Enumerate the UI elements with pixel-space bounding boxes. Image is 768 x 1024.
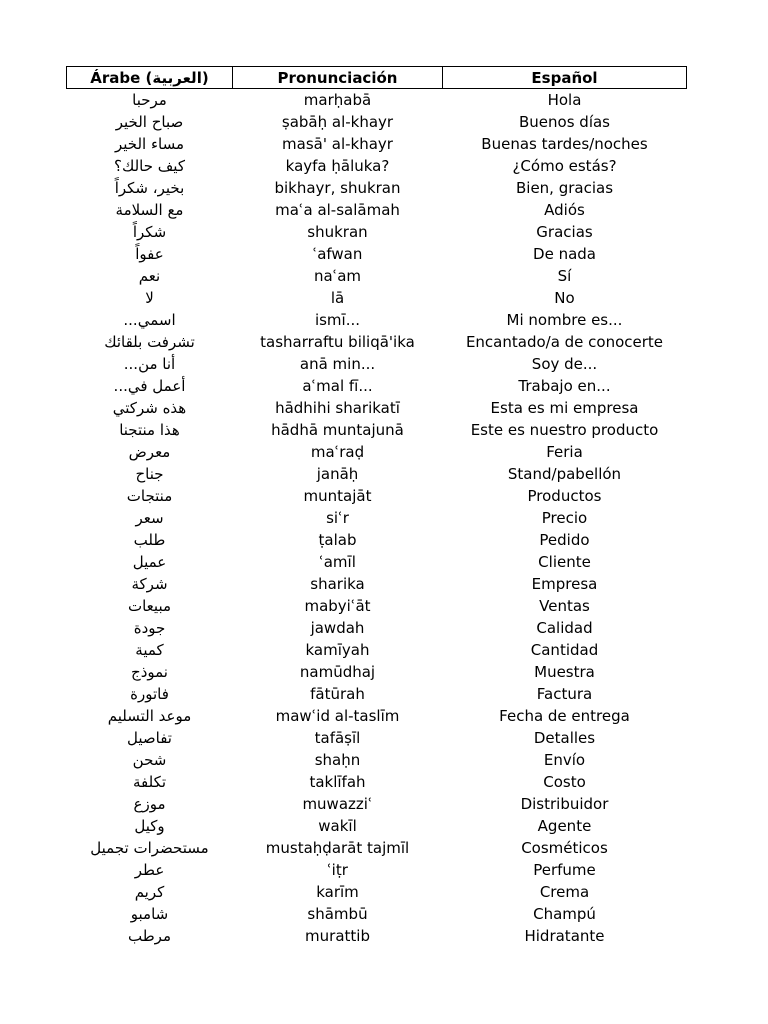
spanish-cell: ¿Cómo estás? bbox=[512, 157, 617, 175]
arabic-cell: شركة bbox=[131, 575, 168, 593]
pronunciation-cell: ṭalab bbox=[318, 531, 357, 549]
arabic-cell: جودة bbox=[133, 619, 166, 637]
pronunciation-cell: mabyiʿāt bbox=[304, 597, 371, 615]
spanish-cell: Costo bbox=[543, 773, 586, 791]
arabic-cell: عفواً bbox=[135, 245, 164, 263]
spanish-cell: Ventas bbox=[539, 597, 590, 615]
pronunciation-cell: ṣabāḥ al-khayr bbox=[281, 113, 394, 131]
pronunciation-cell: namūdhaj bbox=[299, 663, 376, 681]
table-row bbox=[67, 177, 687, 199]
pronunciation-cell: murattib bbox=[305, 927, 370, 945]
pronunciation-cell: siʿr bbox=[326, 509, 349, 527]
pronunciation-cell: masā' al-khayr bbox=[282, 135, 393, 153]
spanish-cell: Muestra bbox=[534, 663, 595, 681]
arabic-cell: شامبو bbox=[130, 905, 169, 923]
arabic-cell: تفاصيل bbox=[127, 729, 172, 747]
spanish-cell: Cosméticos bbox=[521, 839, 608, 857]
arabic-cell: اسمي... bbox=[123, 311, 176, 329]
spanish-cell: Mi nombre es... bbox=[506, 311, 623, 329]
arabic-cell: عطر bbox=[134, 861, 165, 879]
arabic-cell: طلب bbox=[133, 531, 166, 549]
pronunciation-cell: kamīyah bbox=[305, 641, 370, 659]
spanish-cell: Perfume bbox=[533, 861, 596, 879]
pronunciation-cell: mustaḥḍarāt tajmīl bbox=[265, 839, 410, 857]
table-row bbox=[67, 441, 687, 463]
table-row bbox=[67, 573, 687, 595]
arabic-cell: لا bbox=[145, 289, 154, 307]
spanish-cell: Adiós bbox=[544, 201, 585, 219]
table-row bbox=[67, 133, 687, 155]
table-row bbox=[67, 595, 687, 617]
spanish-cell: Pedido bbox=[539, 531, 590, 549]
spanish-cell: Cantidad bbox=[530, 641, 599, 659]
table-row bbox=[67, 287, 687, 309]
pronunciation-cell: ismī... bbox=[314, 311, 361, 329]
table-row bbox=[67, 463, 687, 485]
table-row bbox=[67, 749, 687, 771]
spanish-cell: Hola bbox=[547, 91, 582, 109]
pronunciation-cell: jawdah bbox=[310, 619, 365, 637]
spanish-cell: Buenos días bbox=[519, 113, 610, 131]
arabic-cell: مساء الخير bbox=[114, 135, 185, 153]
arabic-cell: صباح الخير bbox=[115, 113, 184, 131]
arabic-cell: شحن bbox=[132, 751, 167, 769]
pronunciation-cell: lā bbox=[330, 289, 345, 307]
arabic-cell: هذه شركتي bbox=[112, 399, 187, 417]
pronunciation-cell: ʿamīl bbox=[319, 553, 356, 571]
table-row bbox=[67, 221, 687, 243]
spanish-cell: Calidad bbox=[536, 619, 593, 637]
arabic-cell: جناح bbox=[135, 465, 164, 483]
spanish-cell: No bbox=[554, 289, 575, 307]
pronunciation-cell: bikhayr, shukran bbox=[274, 179, 401, 197]
arabic-cell: كريم bbox=[134, 883, 165, 901]
pronunciation-cell: fātūrah bbox=[310, 685, 365, 703]
spanish-cell: De nada bbox=[533, 245, 596, 263]
pronunciation-cell: maʿa al-salāmah bbox=[275, 201, 400, 219]
arabic-cell: سعر bbox=[135, 509, 164, 527]
pronunciation-cell: anā min... bbox=[299, 355, 376, 373]
table-header bbox=[67, 67, 687, 89]
spanish-cell: Productos bbox=[527, 487, 602, 505]
pronunciation-cell: marḥabā bbox=[303, 91, 372, 109]
pronunciation-cell: ʿafwan bbox=[312, 245, 363, 263]
arabic-cell: مرحبا bbox=[132, 91, 167, 109]
pronunciation-cell: hādhihi sharikatī bbox=[275, 399, 400, 417]
arabic-cell: وكيل bbox=[134, 817, 165, 835]
arabic-cell: مستحضرات تجميل bbox=[90, 839, 209, 857]
pronunciation-cell: sharika bbox=[310, 575, 365, 593]
spanish-cell: Empresa bbox=[531, 575, 598, 593]
table-row bbox=[67, 507, 687, 529]
pronunciation-cell: shukran bbox=[307, 223, 368, 241]
spanish-cell: Cliente bbox=[538, 553, 591, 571]
table-row bbox=[67, 243, 687, 265]
table-row bbox=[67, 925, 687, 947]
table-body bbox=[67, 89, 687, 948]
table-row bbox=[67, 529, 687, 551]
pronunciation-cell: kayfa ḥāluka? bbox=[285, 157, 390, 175]
table-row bbox=[67, 111, 687, 133]
arabic-cell: مرطب bbox=[128, 927, 171, 945]
arabic-cell: فاتورة bbox=[130, 685, 169, 703]
arabic-cell: منتجات bbox=[126, 487, 173, 505]
spanish-cell: Champú bbox=[533, 905, 596, 923]
spanish-cell: Bien, gracias bbox=[515, 179, 614, 197]
table-row bbox=[67, 265, 687, 287]
header-pronunciation: Pronunciación bbox=[233, 67, 443, 89]
spanish-cell: Hidratante bbox=[524, 927, 605, 945]
table-row bbox=[67, 661, 687, 683]
table-row bbox=[67, 155, 687, 177]
arabic-cell: بخير، شكراً bbox=[114, 179, 185, 197]
table-row bbox=[67, 485, 687, 507]
table-row bbox=[67, 705, 687, 727]
table-row bbox=[67, 199, 687, 221]
pronunciation-cell: tafāṣīl bbox=[314, 729, 361, 747]
pronunciation-cell: ʿiṭr bbox=[327, 861, 348, 879]
pronunciation-cell: aʿmal fī... bbox=[302, 377, 373, 395]
spanish-cell: Factura bbox=[536, 685, 593, 703]
header-spanish: Español bbox=[443, 67, 687, 89]
spanish-cell: Sí bbox=[557, 267, 572, 285]
pronunciation-cell: muwazziʿ bbox=[302, 795, 373, 813]
table-row bbox=[67, 353, 687, 375]
spanish-cell: Precio bbox=[541, 509, 588, 527]
table-row bbox=[67, 89, 687, 112]
pronunciation-cell: wakīl bbox=[318, 817, 357, 835]
table-row bbox=[67, 375, 687, 397]
pronunciation-cell: muntajāt bbox=[303, 487, 372, 505]
table-row bbox=[67, 727, 687, 749]
spanish-cell: Detalles bbox=[533, 729, 596, 747]
spanish-cell: Feria bbox=[546, 443, 583, 461]
table-row bbox=[67, 881, 687, 903]
pronunciation-cell: karīm bbox=[316, 883, 359, 901]
arabic-cell: موزع bbox=[133, 795, 166, 813]
table-row bbox=[67, 903, 687, 925]
table-row bbox=[67, 617, 687, 639]
spanish-cell: Envío bbox=[543, 751, 586, 769]
arabic-cell: كيف حالك؟ bbox=[114, 157, 185, 175]
pronunciation-cell: mawʿid al-taslīm bbox=[275, 707, 400, 725]
spanish-cell: Crema bbox=[539, 883, 590, 901]
arabic-cell: نموذج bbox=[131, 663, 168, 681]
vocabulary-table bbox=[66, 66, 687, 947]
spanish-cell: Encantado/a de conocerte bbox=[465, 333, 664, 351]
spanish-cell: Buenas tardes/noches bbox=[481, 135, 648, 153]
pronunciation-cell: shaḥn bbox=[314, 751, 361, 769]
pronunciation-cell: tasharraftu biliqā'ika bbox=[260, 333, 415, 351]
table-row bbox=[67, 815, 687, 837]
spanish-cell: Stand/pabellón bbox=[507, 465, 622, 483]
table-row bbox=[67, 639, 687, 661]
table-row bbox=[67, 551, 687, 573]
table-row bbox=[67, 837, 687, 859]
arabic-cell: مع السلامة bbox=[115, 201, 184, 219]
arabic-cell: مبيعات bbox=[127, 597, 171, 615]
spanish-cell: Soy de... bbox=[531, 355, 598, 373]
arabic-cell: معرض bbox=[128, 443, 171, 461]
pronunciation-cell: naʿam bbox=[313, 267, 362, 285]
table-row bbox=[67, 419, 687, 441]
table-row bbox=[67, 859, 687, 881]
pronunciation-cell: shāmbū bbox=[307, 905, 368, 923]
pronunciation-cell: hādhā muntajunā bbox=[271, 421, 404, 439]
table-row bbox=[67, 793, 687, 815]
arabic-cell: أعمل في... bbox=[113, 377, 186, 395]
pronunciation-cell: maʿraḍ bbox=[310, 443, 365, 461]
table-row bbox=[67, 771, 687, 793]
arabic-cell: عميل bbox=[132, 553, 167, 571]
spanish-cell: Fecha de entrega bbox=[499, 707, 630, 725]
spanish-cell: Distribuidor bbox=[520, 795, 609, 813]
spanish-cell: Trabajo en... bbox=[518, 377, 611, 395]
arabic-cell: أنا من... bbox=[123, 355, 176, 373]
arabic-cell: تكلفة bbox=[132, 773, 167, 791]
table-row bbox=[67, 331, 687, 353]
arabic-cell: هذا منتجنا bbox=[119, 421, 180, 439]
arabic-cell: موعد التسليم bbox=[107, 707, 192, 725]
table-row bbox=[67, 397, 687, 419]
arabic-cell: تشرفت بلقائك bbox=[104, 333, 195, 351]
table-row bbox=[67, 683, 687, 705]
pronunciation-cell: taklīfah bbox=[309, 773, 366, 791]
spanish-cell: Esta es mi empresa bbox=[490, 399, 639, 417]
header-arabic: Árabe (العربية) bbox=[67, 67, 233, 89]
spanish-cell: Este es nuestro producto bbox=[470, 421, 659, 439]
arabic-cell: كمية bbox=[135, 641, 164, 659]
spanish-cell: Agente bbox=[537, 817, 592, 835]
pronunciation-cell: janāḥ bbox=[316, 465, 359, 483]
header-row bbox=[67, 67, 687, 89]
arabic-cell: نعم bbox=[138, 267, 161, 285]
table-row bbox=[67, 309, 687, 331]
arabic-cell: شكراً bbox=[132, 223, 167, 241]
spanish-cell: Gracias bbox=[536, 223, 593, 241]
